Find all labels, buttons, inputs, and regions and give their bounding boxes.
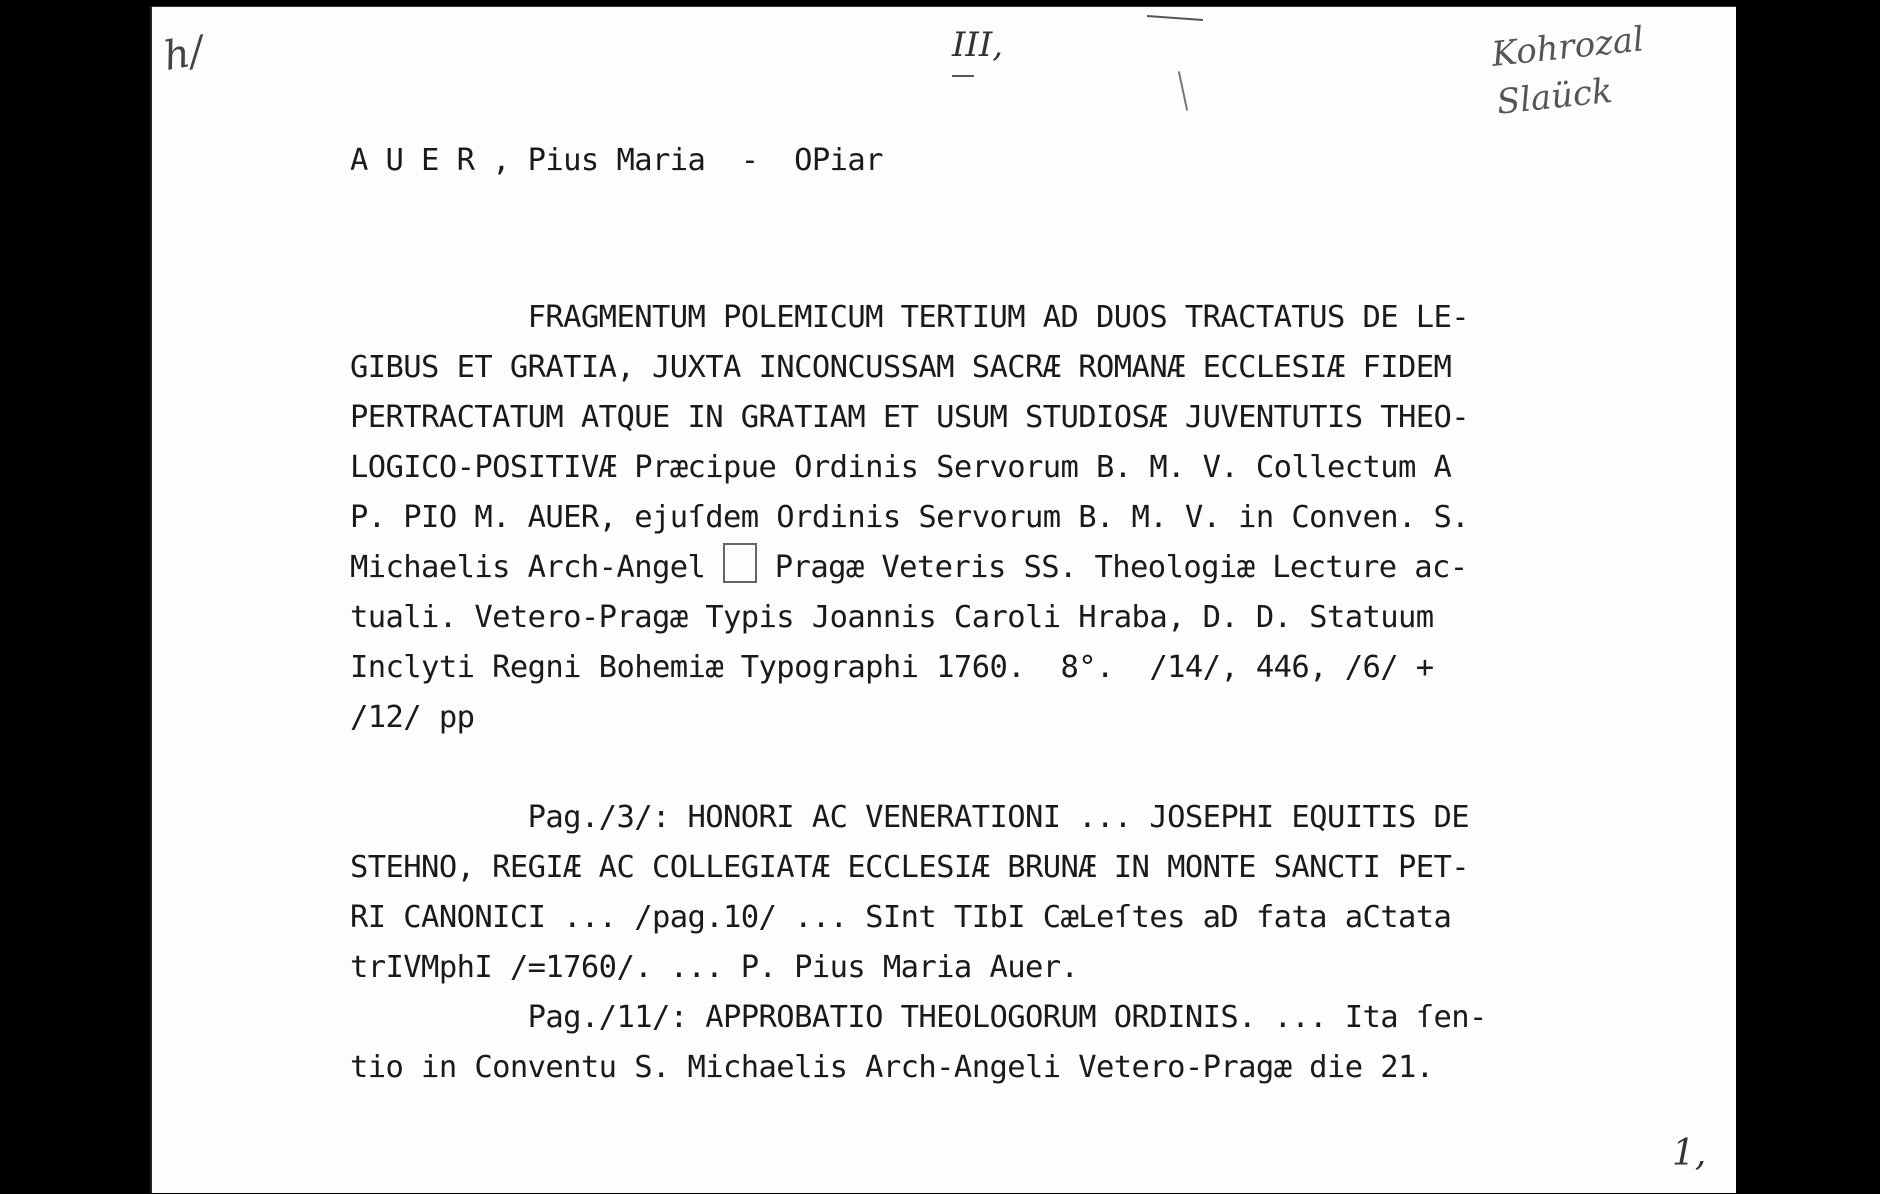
card-heading: A U E R , Pius Maria - OPiar [350, 143, 883, 178]
text-segment: Michaelis Arch-Angel [350, 550, 706, 585]
underline-mark [952, 75, 974, 77]
handwritten-mark-top-left: h/ [160, 27, 207, 81]
text-line: tuali. Vetero-Pragæ Typis Joannis Caroli Hraba, D. D. Statuum [350, 600, 1434, 635]
text-line: GIBUS ET GRATIA, JUXTA INCONCUSSAM SACRÆ ROMANÆ ECCLESIÆ FIDEM [350, 350, 1452, 385]
text-line: FRAGMENTUM POLEMICUM TERTIUM AD DUOS TRACTATUS DE LE- [350, 300, 1470, 335]
text-line: P. PIO M. AUER, ejuſdem Ordinis Servorum B. M. V. in Conven. S. [350, 500, 1470, 535]
handwritten-note-line-1: Kohrozal [1489, 19, 1646, 75]
handwritten-card-number: 1, [1672, 1133, 1707, 1174]
handwritten-volume-mark: III, [952, 25, 1004, 65]
title-description [350, 293, 1469, 743]
contents-notes [350, 793, 1487, 1093]
handwritten-note-line-2: Slaück [1494, 70, 1615, 123]
text-line: RI CANONICI ... /pag.10/ ... SInt TIbI CæLeſtes aD fata aCtata [350, 900, 1452, 935]
text-line: Inclyti Regni Bohemiæ Typographi 1760. 8°. /14/, 446, /6/ + [350, 650, 1434, 685]
text-line: PERTRACTATUM ATQUE IN GRATIAM ET USUM STUDIOSÆ JUVENTUTIS THEO- [350, 400, 1470, 435]
catalog-card [150, 6, 1736, 1193]
text-line: STEHNO, REGIÆ AC COLLEGIATÆ ECCLESIÆ BRUNÆ IN MONTE SANCTI PET- [350, 850, 1470, 885]
top-scribble [1147, 15, 1203, 21]
text-line: tio in Conventu S. Michaelis Arch-Angeli Vetero-Pragæ die 21. [350, 1050, 1434, 1085]
text-line: trIVMphI /=1760/. ... P. Pius Maria Auer. [350, 950, 1079, 985]
text-line: Pag./11/: APPROBATIO THEOLOGORUM ORDINIS. ... Ita ſen- [350, 1000, 1487, 1035]
text-line-with-mark [350, 543, 1469, 593]
text-line: Pag./3/: HONORI AC VENERATIONI ... JOSEPHI EQUITIS DE [350, 800, 1470, 835]
text-segment: Pragæ Veteris SS. Theologiæ Lecture ac- [774, 550, 1468, 585]
pencil-tick [1178, 71, 1188, 111]
handwritten-note-top-right [1489, 15, 1651, 126]
text-line: LOGICO-POSITIVÆ Præcipue Ordinis Servorum B. M. V. Collectum A [350, 450, 1452, 485]
bracket-mark [723, 543, 757, 583]
text-line: /12/ pp [350, 700, 475, 735]
